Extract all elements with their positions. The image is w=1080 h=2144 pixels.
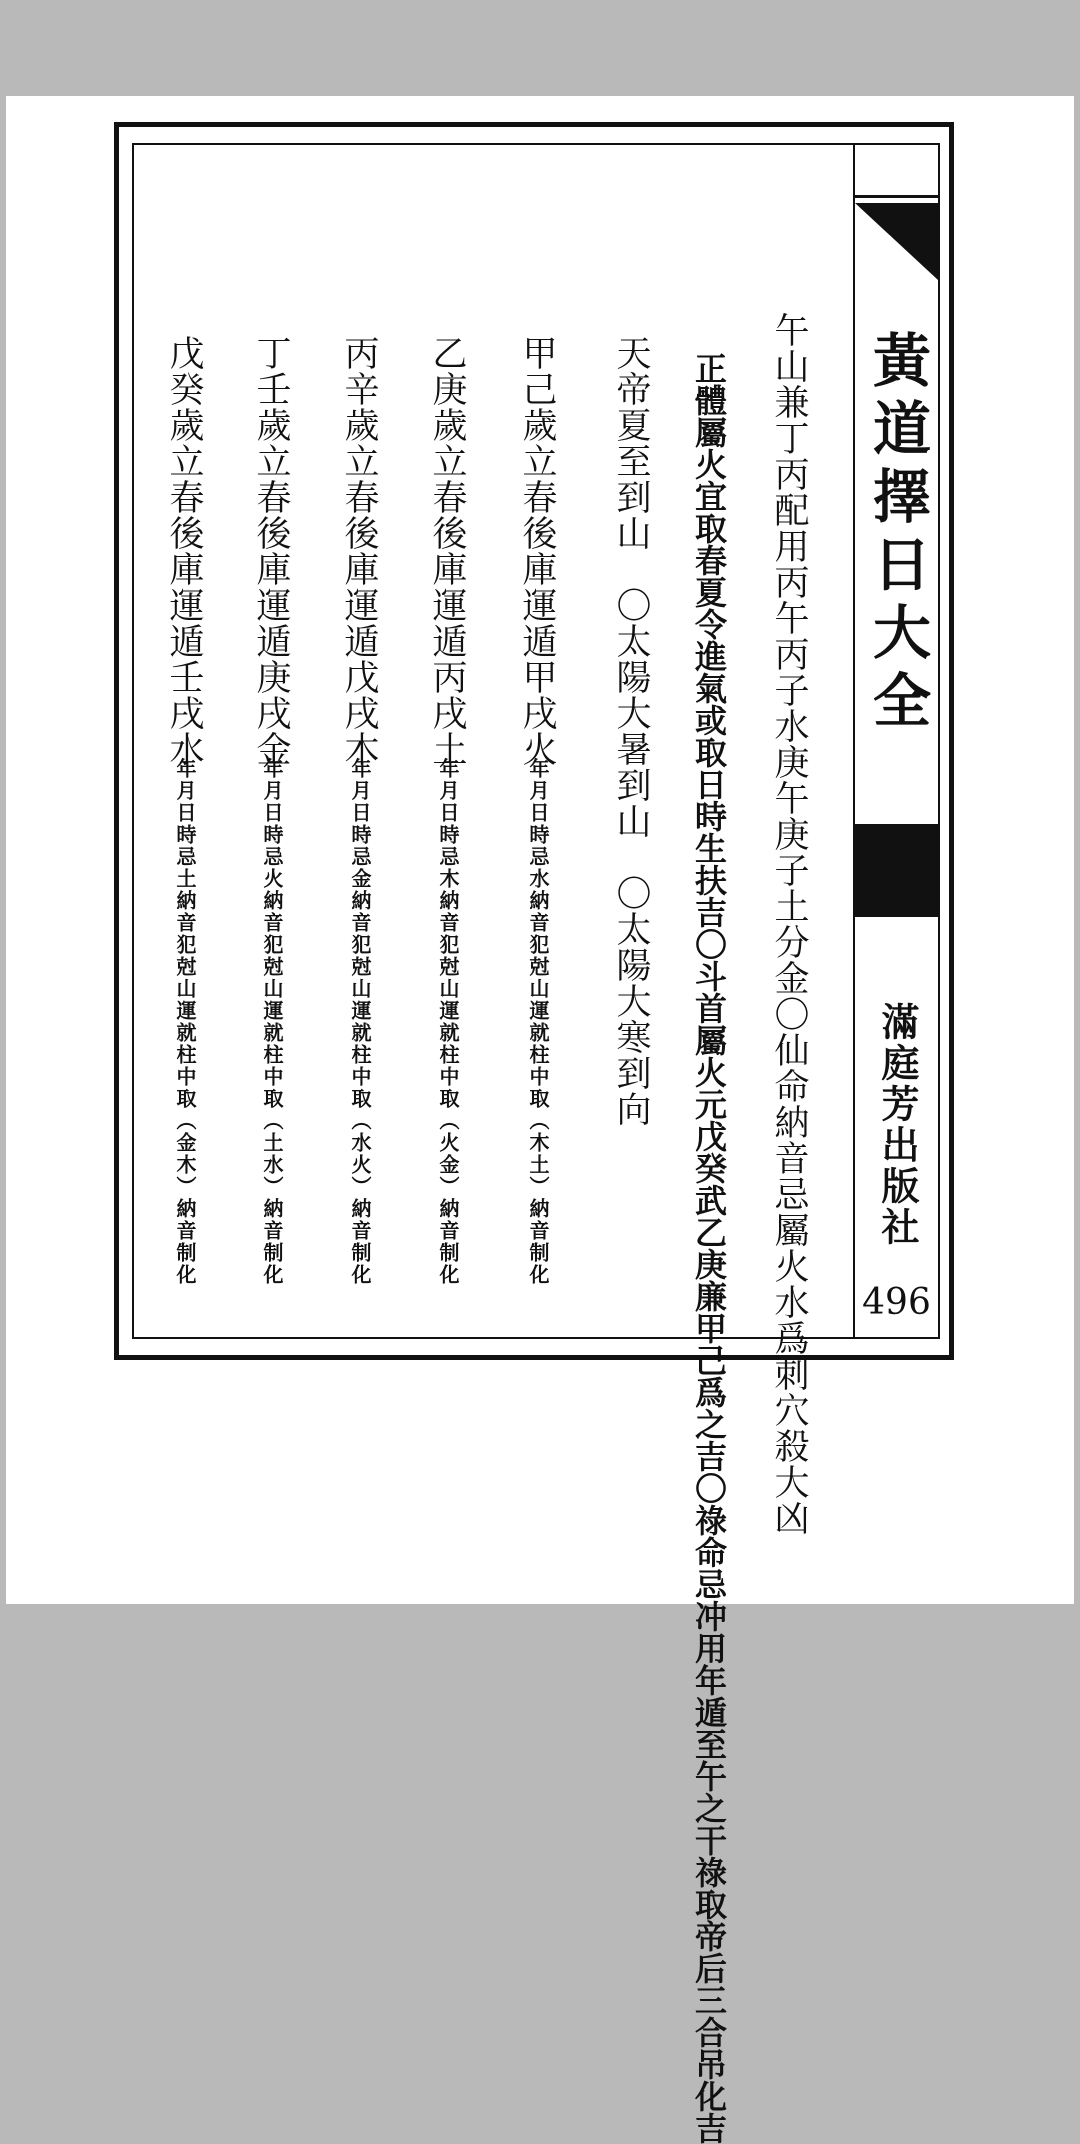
text-column-4-main: 甲己歲立春後庫運遁甲戌火 [517,335,557,767]
text-column-6-note: 年月日時忌金納音犯尅山運就柱中取（水火）納音制化 [348,758,372,1286]
text-column-8-main: 戊癸歲立春後庫運遁壬戌水 [164,335,204,767]
text-column-7-note: 年月日時忌火納音犯尅山運就柱中取（土水）納音制化 [260,758,284,1286]
book-title: 黃道擇日大全 [863,330,931,738]
text-column-6-main: 丙辛歲立春後庫運遁戊戌木 [339,335,379,767]
text-column-4-note: 年月日時忌水納音犯尅山運就柱中取（木土）納音制化 [526,758,550,1286]
spine-triangle-ornament [855,203,938,280]
text-column-7-main: 丁壬歲立春後庫運遁庚戌金 [251,335,291,767]
spine-black-band [855,824,938,917]
text-column-8-note: 年月日時忌土納音犯尅山運就柱中取（金木）納音制化 [173,758,197,1286]
text-column-1: 午山兼丁丙配用丙午丙子水庚午庚子土分金〇仙命納音忌屬火水爲刺穴殺大凶 [769,312,809,1536]
spine-top-rule [855,195,938,198]
spine-divider [853,143,855,1339]
text-column-2: 正體屬火宜取春夏令進氣或取日時生扶吉〇斗首屬火元戊癸武乙庚廉甲己爲之吉〇祿命忌冲用年遁至午之干祿取帝后三合吊化吉 [690,352,728,2144]
text-column-5-note: 年月日時忌木納音犯尅山運就柱中取（火金）納音制化 [436,758,460,1286]
text-column-3: 天帝夏至到山 〇太陽大暑到山 〇太陽大寒到向 [611,335,651,1127]
publisher-name: 滿庭芳出版社 [875,1002,920,1248]
text-column-5-main: 乙庚歲立春後庫運遁丙戌土 [427,335,467,767]
page-number: 496 [862,1282,931,1323]
